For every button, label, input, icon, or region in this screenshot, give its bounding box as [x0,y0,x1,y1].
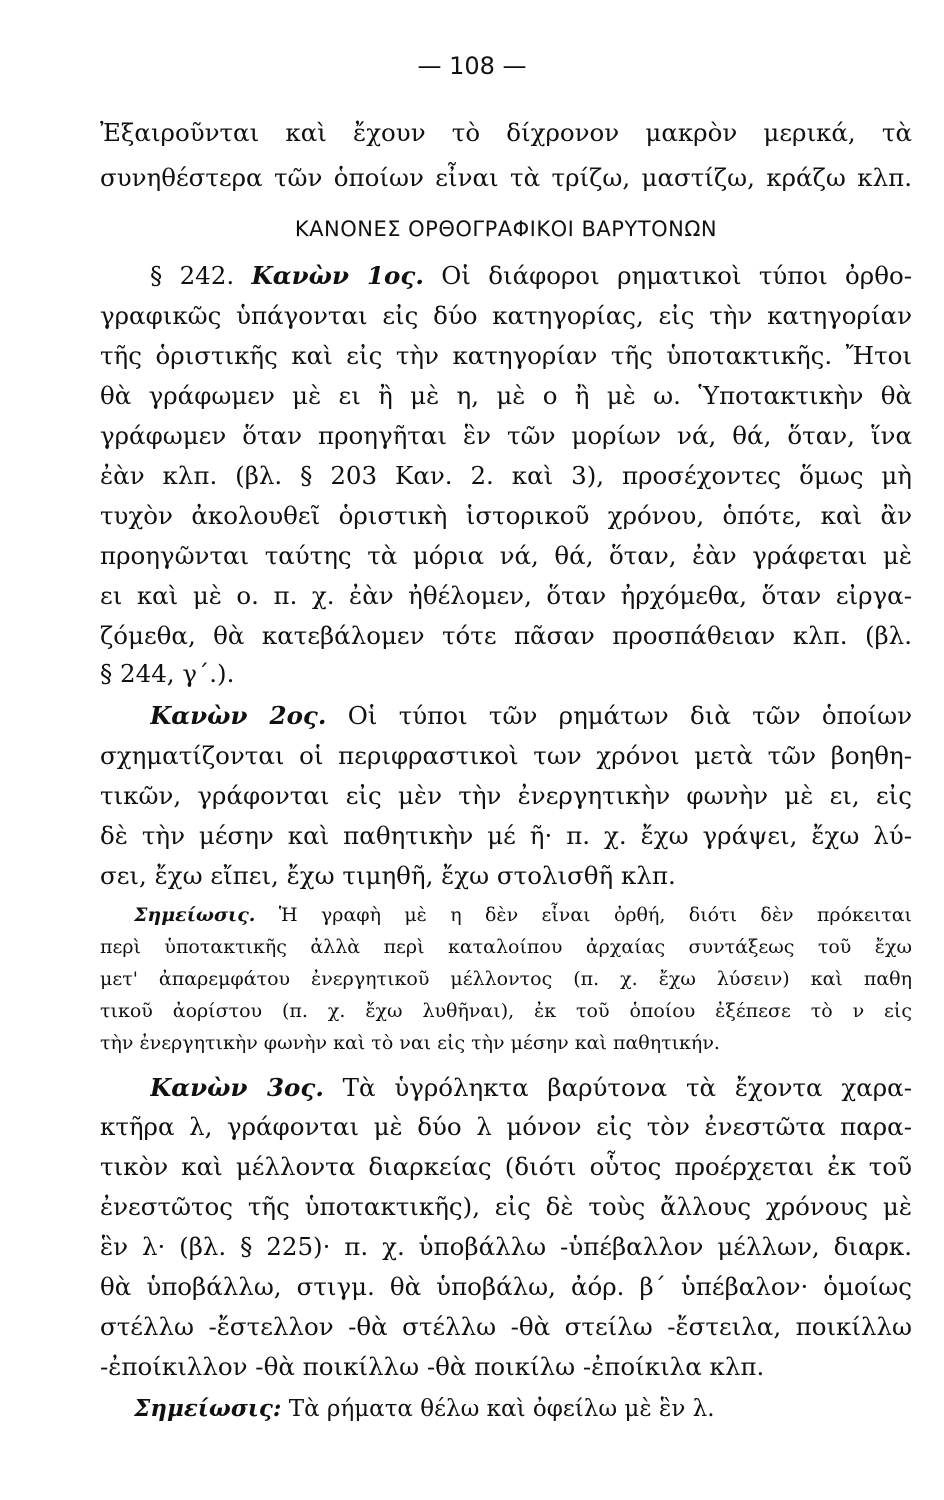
text-line: ἓν λ· (βλ. § 225)· π. χ. ὑποβάλλω -ὑπέβαλλον μέλλων, διαρκ. [100,1232,912,1261]
rule-text: Τὰ ὑγρόληκτα βαρύτονα τὰ ἔχοντα χαρα- [323,1073,912,1102]
page-number: — 108 — [417,52,527,80]
rule-text: Οἱ τύποι τῶν ρημάτων διὰ τῶν ὁποίων [326,701,912,730]
text-line: κτῆρα λ, γράφονται μὲ δύο λ μόνον εἰς τὸν ἐνεστῶτα παρα- [100,1112,912,1141]
rule-3-first-line [150,1069,912,1107]
text-line: § 244, γ΄.). [100,659,235,688]
section-mark: § 242. [150,261,252,290]
rule-text: Οἱ διάφοροι ρηματικοὶ τύποι ὀρθο- [423,261,912,290]
text-line: θὰ γράφωμεν μὲ ει ἢ μὲ η, μὲ ο ἢ μὲ ω. Ὑποτακτικὴν θὰ [100,381,912,410]
note-first-line [134,900,912,930]
text-line: τικὸν καὶ μέλλοντα διαρκείας (διότι οὗτος προέρχεται ἐκ τοῦ [100,1152,912,1181]
rule-title: Κανὼν 1ος. [251,261,424,290]
text-line: τυχὸν ἀκολουθεῖ ὁριστικὴ ἱστορικοῦ χρόνου, ὁπότε, καὶ ἂν [100,501,912,530]
text-line: δὲ τὴν μέσην καὶ παθητικὴν μέ ῆ· π. χ. ἔχω γράψει, ἔχω λύ- [100,821,912,850]
text-line: σχηματίζονται οἱ περιφραστικοὶ των χρόνοι μετὰ τῶν βοηθη- [100,741,912,770]
text-line: προηγῶνται ταύτης τὰ μόρια νά, θά, ὅταν, ἐὰν γράφεται μὲ [100,541,912,570]
note-text: Τὰ ρήματα θέλω καὶ ὀφείλω μὲ ἓν λ. [281,1396,715,1422]
note-line: μετ' ἀπαρεμφάτου ἐνεργητικοῦ μέλλοντος (π. χ. ἔχω λύσειν) καὶ παθη [100,968,912,990]
text-line: σει, ἔχω εἴπει, ἔχω τιμηθῆ, ἔχω στολισθῆ κλπ. [100,861,676,890]
rule-title: Κανὼν 2ος. [150,701,327,730]
rule-2-first-line [150,697,912,735]
text-line: γράφωμεν ὅταν προηγῆται ἓν τῶν μορίων νά, θά, ὅταν, ἵνα [100,421,912,450]
text-line: τικῶν, γράφονται εἰς μὲν τὴν ἐνεργητικὴν φωνὴν μὲ ει, εἰς [100,781,912,810]
note-title: Σημείωσις. [134,904,256,926]
text-line: ει καὶ μὲ ο. π. χ. ἐὰν ἠθέλομεν, ὅταν ἠρχόμεθα, ὅταν εἰργα- [100,581,912,610]
text-line: ἐνεστῶτος τῆς ὑποτακτικῆς), εἰς δὲ τοὺς ἄλλους χρόνους μὲ [100,1192,912,1221]
rule-title: Κανὼν 3ος. [150,1073,324,1102]
note-title: Σημείωσις: [134,1395,282,1422]
text-line: τῆς ὁριστικῆς καὶ εἰς τὴν κατηγορίαν τῆς ὑποτακτικῆς. Ἤτοι [100,341,912,370]
text-line: ἐὰν κλπ. (βλ. § 203 Καν. 2. καὶ 3), προσέχοντες ὅμως μὴ [100,461,912,490]
note-text: Ἡ γραφὴ μὲ η δὲν εἶναι ὀρθή, διότι δὲν πρόκειται [255,904,912,926]
text-line: θὰ ὑποβάλλω, στιγμ. θὰ ὑποβάλω, ἀόρ. β΄ ὑπέβαλον· ὁμοίως [100,1272,912,1301]
text-line: -ἐποίκιλλον -θὰ ποικίλλω -θὰ ποικίλω -ἐποίκιλα κλπ. [100,1352,765,1381]
text-line: ζόμεθα, θὰ κατεβάλομεν τότε πᾶσαν προσπάθειαν κλπ. (βλ. [100,621,912,650]
rule-1-first-line [150,257,912,295]
note-line: τικοῦ ἀορίστου (π. χ. ἔχω λυθῆναι), ἐκ τοῦ ὁποίου ἐξέπεσε τὸ ν εἰς [100,1000,912,1022]
text-line: συνηθέστερα τῶν ὁποίων εἶναι τὰ τρίζω, μαστίζω, κράζω κλπ. [100,163,912,192]
text-line: γραφικῶς ὑπάγονται εἰς δύο κατηγορίας, εἰς τὴν κατηγορίαν [100,301,912,330]
text-line: Ἐξαιροῦνται καὶ ἔχουν τὸ δίχρονον μακρὸν μερικά, τὰ [100,118,912,147]
note-line: τὴν ἐνεργητικὴν φωνὴν καὶ τὸ ναι εἰς τὴν μέσην καὶ παθητικήν. [100,1032,720,1054]
final-note-line [134,1390,912,1428]
note-line: περὶ ὑποτακτικῆς ἀλλὰ περὶ καταλοίπου ἀρχαίας συντάξεως τοῦ ἔχω [100,936,912,958]
section-heading: ΚΑΝΟΝΕΣ ΟΡΘΟΓΡΑΦΙΚΟΙ ΒΑΡΥΤΟΝΩΝ [294,217,718,241]
text-line: στέλλω -ἔστελλον -θὰ στέλλω -θὰ στείλω -ἔστειλα, ποικίλλω [100,1312,912,1341]
